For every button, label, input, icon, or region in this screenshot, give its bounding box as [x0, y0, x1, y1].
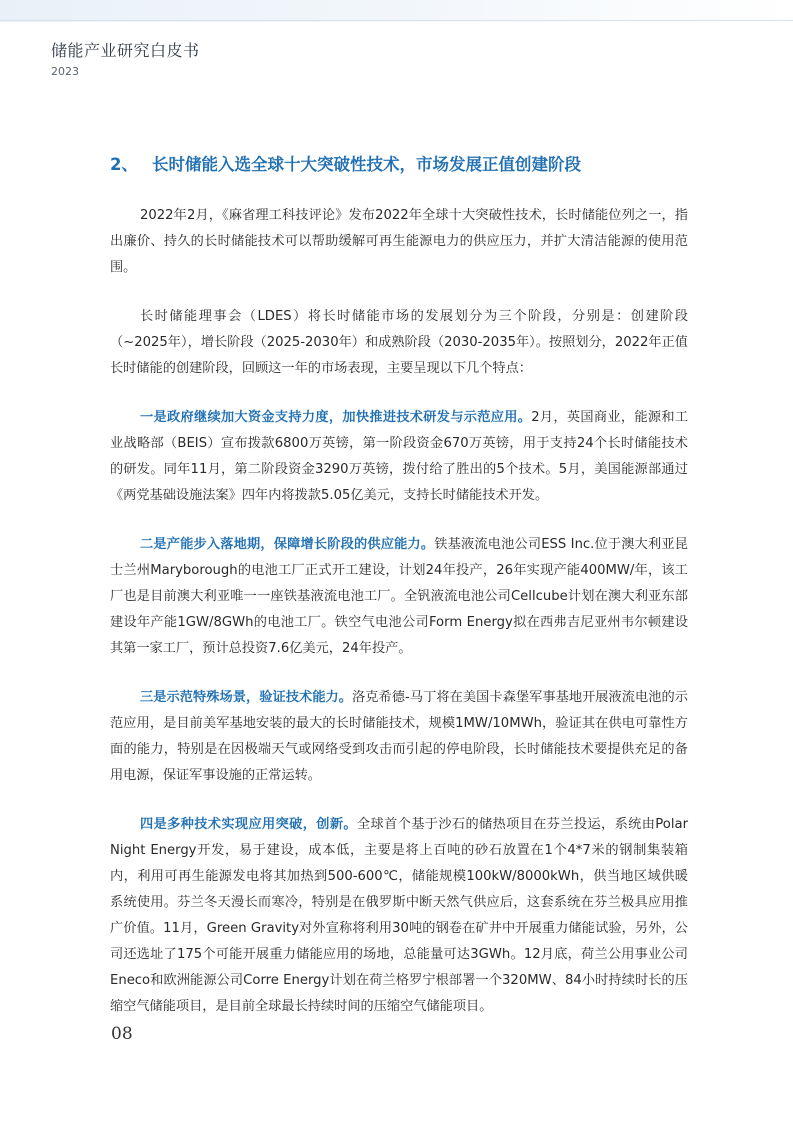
section-heading [110, 151, 710, 175]
paragraph-5 [110, 685, 688, 789]
paragraph-lead: 一是政府继续加大资金支持力度，加快推进技术研发与示范应用。 [140, 410, 532, 425]
top-band-line [0, 20, 793, 21]
paragraph-text: 洛克希德-马丁将在美国卡森堡军事基地开展液流电池的示范应用，是目前美军基地安装的最大的长时储能技术，规模1MW/10MWh，验证其在供电可靠性方面的能力，特别是在因极端天气或网络受到攻击而引起的停电阶段，长时储能技术要提供充足的备用电源，保证军事设施的正常运转。 [110, 690, 688, 783]
paragraph-text: 2022年2月，《麻省理工科技评论》发布2022年全球十大突破性技术，长时储能位列之一，指出廉价、持久的长时储能技术可以帮助缓解可再生能源电力的供应压力，并扩大清洁能源的使用范围。 [110, 208, 688, 275]
section-title-text: 长时储能入选全球十大突破性技术，市场发展正值创建阶段 [151, 155, 581, 174]
page-number: 08 [111, 1024, 133, 1044]
paragraph-6 [110, 812, 688, 1020]
paragraph-1 [110, 203, 688, 281]
body-content [110, 203, 688, 1043]
paragraph-lead: 四是多种技术实现应用突破，创新。 [140, 817, 357, 832]
paragraph-lead: 三是示范特殊场景，验证技术能力。 [140, 690, 352, 705]
paragraph-text: 长时储能理事会（LDES）将长时储能市场的发展划分为三个阶段，分别是：创建阶段（~2025年），增长阶段（2025-2030年）和成熟阶段（2030-2035年）。按照划分，2022年正值长时储能的创建阶段，回顾这一年的市场表现，主要呈现以下几个特点： [110, 309, 688, 376]
paragraph-4 [110, 532, 688, 662]
running-header [51, 38, 200, 78]
paragraph-text: 全球首个基于沙石的储热项目在芬兰投运，系统由Polar Night Energy开发，易于建设，成本低，主要是将上百吨的砂石放置在1个4*7米的钢制集装箱内，利用可再生能源发电将其加热到500-600℃，储能规模100kW/8000kWh，供当地区域供暖系统使用。芬兰冬天漫长而寒冷，特别是在俄罗斯中断天然气供应后，这套系统在芬兰极具应用推广价值。11月，Green Gravity对外宣称将利用30吨的钢卷在矿井中开展重力储能试验，另外，公司还选址了175个可能开展重力储能应用的场地，总能量可达3GWh。12月底，荷兰公用事业公司Eneco和欧洲能源公司Corre Energy计划在荷兰格罗宁根部署一个320MW、84小时持续时长的压缩空气储能项目，是目前全球最长持续时间的压缩空气储能项目。 [110, 817, 689, 1014]
paragraph-text: 铁基液流电池公司ESS Inc.位于澳大利亚昆士兰州Maryborough的电池工厂正式开工建设，计划24年投产，26年实现产能400MW/年，该工厂也是目前澳大利亚唯一一座铁基液流电池工厂。全钒液流电池公司Cellcube计划在澳大利亚东部建设年产能1GW/8GWh的电池工厂。铁空气电池公司Form Energy拟在西弗吉尼亚州韦尔顿建设其第一家工厂，预计总投资7.6亿美元，24年投产。 [110, 537, 688, 656]
report-year: 2023 [51, 65, 79, 78]
section-number: 2、 [110, 155, 138, 174]
paragraph-text: 2月，英国商业，能源和工业战略部（BEIS）宣布拨款6800万英镑，第一阶段资金670万英镑，用于支持24个长时储能技术的研发。同年11月，第二阶段资金3290万英镑，拨付给了胜出的5个技术。5月，美国能源部通过《两党基础设施法案》四年内将拨款5.05亿美元，支持长时储能技术开发。 [110, 410, 689, 503]
top-decorative-band [0, 0, 793, 22]
paragraph-3 [110, 405, 688, 509]
report-title: 储能产业研究白皮书 [51, 41, 200, 60]
paragraph-2 [110, 304, 688, 382]
paragraph-lead: 二是产能步入落地期，保障增长阶段的供应能力。 [140, 537, 435, 552]
